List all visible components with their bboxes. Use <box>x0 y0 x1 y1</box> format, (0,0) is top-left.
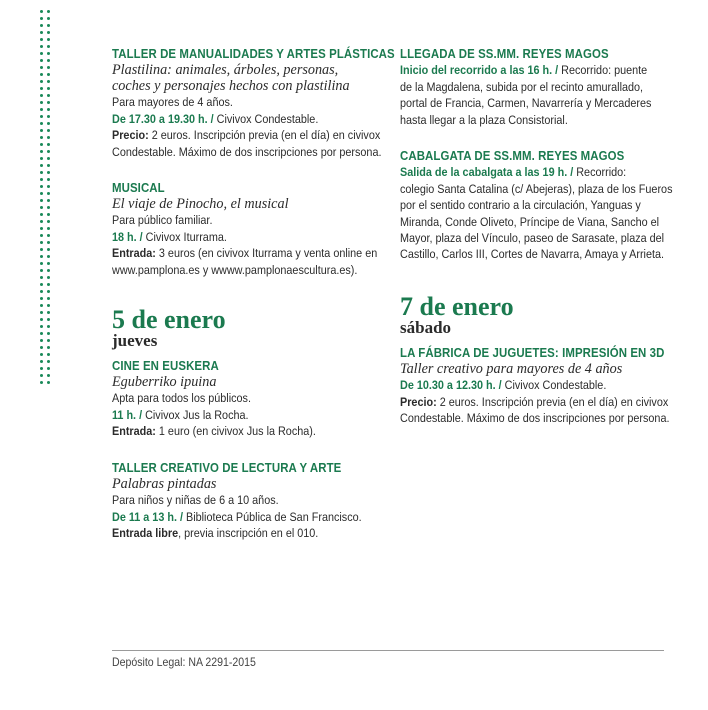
decorative-dot <box>47 73 50 76</box>
decorative-dot <box>40 318 43 321</box>
decorative-dot <box>47 38 50 41</box>
decorative-dot <box>47 66 50 69</box>
decorative-dot <box>40 87 43 90</box>
price-text: 1 euro (en civivox Jus la Rocha). <box>155 424 316 439</box>
event-schedule <box>112 509 362 525</box>
decorative-dot <box>40 325 43 328</box>
decorative-dot <box>40 220 43 223</box>
decorative-dot <box>47 101 50 104</box>
decorative-dot <box>47 17 50 20</box>
decorative-dot <box>47 185 50 188</box>
decorative-dot <box>47 213 50 216</box>
event-subtitle: El viaje de Pinocho, el musical <box>112 196 289 213</box>
decorative-dot <box>40 101 43 104</box>
event-llegada-reyes <box>400 46 672 128</box>
event-cabalgata <box>400 148 672 263</box>
event-subtitle: Eguberriko ipuina <box>112 374 217 391</box>
event-fabrica-juguetes <box>400 345 672 427</box>
decorative-dot <box>47 220 50 223</box>
event-time: Salida de la cabalgata a las 19 h. / <box>400 165 574 180</box>
decorative-dot <box>40 129 43 132</box>
route-text: Mayor, plaza del Vínculo, paseo de Sarasate, plaza del <box>400 231 665 246</box>
decorative-dot <box>47 297 50 300</box>
decorative-dot <box>40 164 43 167</box>
decorative-dot <box>47 108 50 111</box>
decorative-dot <box>40 171 43 174</box>
event-title: CABALGATA DE SS.MM. REYES MAGOS <box>400 148 625 164</box>
event-time: Inicio del recorrido a las 16 h. / <box>400 63 559 78</box>
decorative-dot <box>47 374 50 377</box>
event-route <box>400 62 648 78</box>
decorative-dot <box>47 234 50 237</box>
event-title: TALLER CREATIVO DE LECTURA Y ARTE <box>112 459 342 475</box>
decorative-dot <box>40 213 43 216</box>
decorative-dot <box>40 353 43 356</box>
decorative-dot <box>47 122 50 125</box>
decorative-dot <box>40 367 43 370</box>
event-price <box>112 525 350 541</box>
decorative-dot <box>40 241 43 244</box>
weekday-heading: jueves <box>112 331 158 351</box>
decorative-dot <box>47 115 50 118</box>
decorative-dot <box>40 115 43 118</box>
decorative-dot <box>40 38 43 41</box>
decorative-dot <box>40 17 43 20</box>
decorative-dot <box>47 311 50 314</box>
event-taller-manualidades <box>112 46 395 160</box>
route-text: portal de Francia, Carmen, Navarrería y Mercaderes <box>400 96 652 111</box>
decorative-dot <box>47 248 50 251</box>
decorative-dot-column <box>38 8 52 386</box>
decorative-dot <box>40 24 43 27</box>
decorative-dot <box>47 31 50 34</box>
decorative-dot <box>40 255 43 258</box>
decorative-dot <box>47 360 50 363</box>
decorative-dot <box>40 59 43 62</box>
event-price <box>400 394 669 410</box>
decorative-dot <box>40 262 43 265</box>
route-text: hasta llegar a la plaza Consistorial. <box>400 112 568 127</box>
event-time: De 17.30 a 19.30 h. / <box>112 111 214 126</box>
price-text: Condestable. Máximo de dos inscripciones por persona. <box>112 144 382 159</box>
decorative-dot <box>47 262 50 265</box>
route-text: de la Magdalena, subida por el recinto amurallado, <box>400 79 644 94</box>
decorative-dot <box>40 360 43 363</box>
decorative-dot <box>40 276 43 279</box>
decorative-dot <box>40 192 43 195</box>
decorative-dot <box>40 80 43 83</box>
decorative-dot <box>47 129 50 132</box>
decorative-dot <box>47 332 50 335</box>
decorative-dot <box>47 52 50 55</box>
decorative-dot <box>40 283 43 286</box>
event-venue: Civivox Iturrama. <box>142 229 227 244</box>
decorative-dot <box>47 318 50 321</box>
decorative-dot <box>47 45 50 48</box>
decorative-dot <box>47 80 50 83</box>
decorative-dot <box>40 185 43 188</box>
event-price <box>112 245 378 261</box>
decorative-dot <box>47 339 50 342</box>
price-label: Entrada: <box>112 424 156 439</box>
decorative-dot <box>47 276 50 279</box>
decorative-dot <box>47 304 50 307</box>
price-label: Precio: <box>400 394 437 409</box>
decorative-dot <box>47 353 50 356</box>
route-text: colegio Santa Catalina (c/ Abejeras), plaza de los Fueros <box>400 181 673 196</box>
event-venue: Biblioteca Pública de San Francisco. <box>182 509 362 524</box>
decorative-dot <box>40 178 43 181</box>
legal-deposit: Depósito Legal: NA 2291-2015 <box>112 655 256 669</box>
event-time: 11 h. / <box>112 407 143 422</box>
decorative-dot <box>47 164 50 167</box>
event-venue: Civivox Condestable. <box>501 378 607 393</box>
footer <box>112 650 664 669</box>
decorative-dot <box>40 248 43 251</box>
event-schedule <box>400 377 639 393</box>
decorative-dot <box>47 381 50 384</box>
decorative-dot <box>47 346 50 349</box>
event-time: 18 h. / <box>112 229 143 244</box>
route-text: por el sentido contrario a la circulación, Yanguas y <box>400 198 641 213</box>
event-audience: Para público familiar. <box>112 213 213 228</box>
decorative-dot <box>47 206 50 209</box>
event-cine-euskera <box>112 358 382 440</box>
decorative-dot <box>40 269 43 272</box>
decorative-dot <box>47 59 50 62</box>
decorative-dot <box>47 150 50 153</box>
decorative-dot <box>40 10 43 13</box>
price-label: Entrada libre <box>112 525 179 540</box>
decorative-dot <box>40 52 43 55</box>
decorative-dot <box>40 45 43 48</box>
decorative-dot <box>47 178 50 181</box>
decorative-dot <box>47 87 50 90</box>
decorative-dot <box>40 143 43 146</box>
decorative-dot <box>47 24 50 27</box>
decorative-dot <box>47 283 50 286</box>
decorative-dot <box>47 157 50 160</box>
event-musical <box>112 180 382 278</box>
decorative-dot <box>47 192 50 195</box>
decorative-dot <box>40 346 43 349</box>
route-text: Recorrido: puente <box>558 63 648 78</box>
decorative-dot <box>47 10 50 13</box>
decorative-dot <box>40 66 43 69</box>
decorative-dot <box>47 290 50 293</box>
event-taller-lectura <box>112 460 382 542</box>
decorative-dot <box>47 171 50 174</box>
left-column <box>112 46 395 561</box>
route-text: Miranda, Conde Oliveto, Príncipe de Viana, Sancho el <box>400 214 660 229</box>
decorative-dot <box>40 290 43 293</box>
decorative-dot <box>40 381 43 384</box>
event-audience: Para mayores de 4 años. <box>112 95 233 110</box>
event-title: LLEGADA DE SS.MM. REYES MAGOS <box>400 46 609 61</box>
decorative-dot <box>47 241 50 244</box>
event-schedule <box>112 111 350 127</box>
event-price <box>112 423 350 439</box>
price-label: Entrada: <box>112 246 156 261</box>
price-text: 2 euros. Inscripción previa (en el día) en civivox <box>436 394 669 409</box>
event-time: De 11 a 13 h. / <box>112 509 183 524</box>
weekday-heading: sábado <box>400 317 452 337</box>
decorative-dot <box>40 108 43 111</box>
route-text: Recorrido: <box>573 165 627 180</box>
route-text: Castillo, Carlos III, Cortes de Navarra, Amaya y Arrieta. <box>400 247 665 262</box>
event-route <box>400 164 639 180</box>
decorative-dot <box>47 255 50 258</box>
event-venue: Civivox Jus la Rocha. <box>142 407 249 422</box>
event-subtitle: Palabras pintadas <box>112 476 217 493</box>
price-text: www.pamplona.es y wwww.pamplonaescultura.es). <box>112 262 358 277</box>
decorative-dot <box>40 339 43 342</box>
decorative-dot <box>47 199 50 202</box>
decorative-dot <box>40 227 43 230</box>
decorative-dot <box>47 143 50 146</box>
event-subtitle: coches y personajes hechos con plastilina <box>112 78 350 95</box>
decorative-dot <box>47 367 50 370</box>
decorative-dot <box>40 150 43 153</box>
decorative-dot <box>40 374 43 377</box>
event-title: CINE EN EUSKERA <box>112 358 219 374</box>
decorative-dot <box>47 136 50 139</box>
decorative-dot <box>40 157 43 160</box>
right-column <box>400 46 672 447</box>
price-text: 3 euros (en civivox Iturrama y venta online en <box>155 246 378 261</box>
event-audience: Para niños y niñas de 6 a 10 años. <box>112 493 279 508</box>
event-price <box>112 127 381 143</box>
event-venue: Civivox Condestable. <box>213 111 319 126</box>
price-text: Condestable. Máximo de dos inscripciones por persona. <box>400 411 670 426</box>
event-schedule <box>112 229 350 245</box>
event-title: LA FÁBRICA DE JUGUETES: IMPRESIÓN EN 3D <box>400 344 665 360</box>
event-audience: Apta para todos los públicos. <box>112 391 251 406</box>
price-text: 2 euros. Inscripción previa (en el día) en civivox <box>148 128 381 143</box>
decorative-dot <box>40 94 43 97</box>
decorative-dot <box>40 234 43 237</box>
decorative-dot <box>40 332 43 335</box>
decorative-dot <box>40 199 43 202</box>
decorative-dot <box>47 325 50 328</box>
decorative-dot <box>40 304 43 307</box>
decorative-dot <box>47 269 50 272</box>
event-time: De 10.30 a 12.30 h. / <box>400 378 502 393</box>
decorative-dot <box>40 136 43 139</box>
decorative-dot <box>40 206 43 209</box>
decorative-dot <box>47 94 50 97</box>
decorative-dot <box>40 31 43 34</box>
event-schedule <box>112 407 350 423</box>
day-heading: 7 de enero <box>400 291 514 321</box>
decorative-dot <box>40 73 43 76</box>
price-text: , previa inscripción en el 010. <box>178 525 319 540</box>
event-title: TALLER DE MANUALIDADES Y ARTES PLÁSTICAS <box>112 46 395 61</box>
decorative-dot <box>40 122 43 125</box>
event-subtitle: Taller creativo para mayores de 4 años <box>400 361 623 378</box>
day-heading: 5 de enero <box>112 305 226 335</box>
decorative-dot <box>47 227 50 230</box>
decorative-dot <box>40 311 43 314</box>
event-subtitle: Plastilina: animales, árboles, personas, <box>112 62 339 79</box>
decorative-dot <box>40 297 43 300</box>
price-label: Precio: <box>112 128 149 143</box>
event-title: MUSICAL <box>112 180 165 196</box>
